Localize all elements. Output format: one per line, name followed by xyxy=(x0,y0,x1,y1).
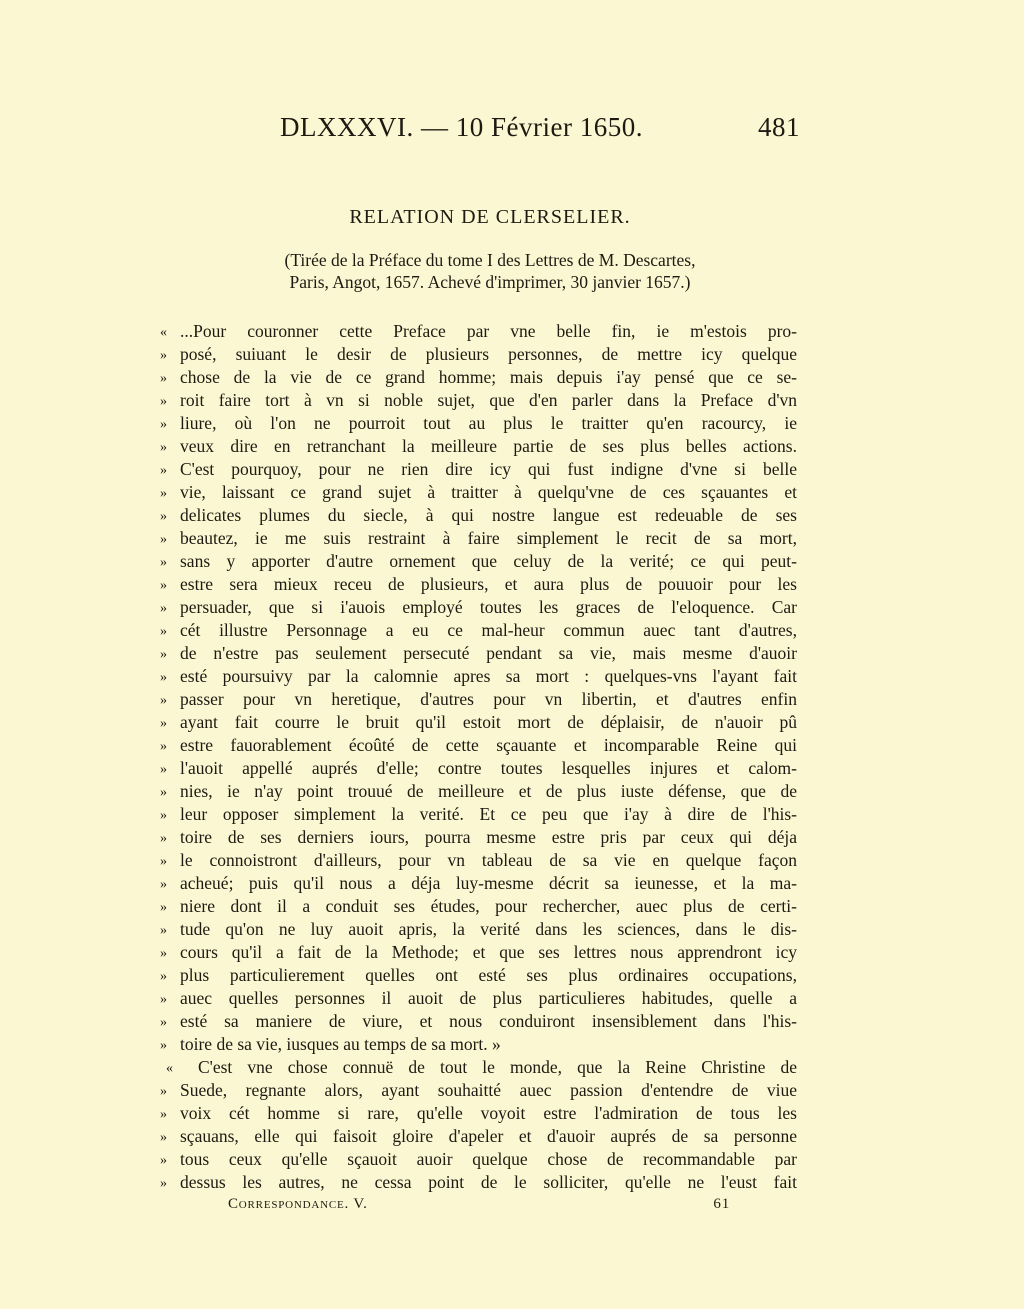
quote-mark: » xyxy=(160,992,167,1007)
quote-mark: » xyxy=(160,946,167,961)
quote-mark: » xyxy=(160,394,167,409)
quote-mark: » xyxy=(160,877,167,892)
text-line: tous ceux qu'elle sçauoit auoir quelque chose de recommandable par xyxy=(180,1149,797,1169)
quote-mark: » xyxy=(160,509,167,524)
text-line: de n'estre pas seulement persecuté pendant sa vie, mais mesme d'auoir xyxy=(180,643,797,663)
text-line: le connoistront d'ailleurs, pour vn tableau de sa vie en quelque façon xyxy=(180,850,797,870)
quote-mark: » xyxy=(160,670,167,685)
quote-mark: » xyxy=(160,808,167,823)
text-line: estre sera mieux receu de plusieurs, et aura plus de pouuoir pour les xyxy=(180,574,797,594)
quote-mark: » xyxy=(160,1015,167,1030)
quote-mark: » xyxy=(160,1130,167,1145)
text-line: niere dont il a conduit ses études, pour rechercher, auec plus de certi- xyxy=(180,896,797,916)
text-line: toire de ses derniers iours, pourra mesme estre pris par ceux qui déja xyxy=(180,827,797,847)
section-title: RELATION DE CLERSELIER. xyxy=(349,206,631,228)
text-line: plus particulierement quelles ont esté ses plus ordinaires occupations, xyxy=(180,965,797,985)
quote-mark: » xyxy=(160,1084,167,1099)
signature-mark: 61 xyxy=(713,1196,730,1212)
text-line: esté poursuivy par la calomnie apres sa mort : quelques-vns l'ayant fait xyxy=(180,666,797,686)
text-line: ayant fait courre le bruit qu'il estoit mort de déplaisir, de n'auoir pû xyxy=(180,712,797,732)
source-note-line-2: Paris, Angot, 1657. Achevé d'imprimer, 30 janvier 1657.) xyxy=(289,272,691,292)
quote-mark: » xyxy=(160,1107,167,1122)
text-line: voix cét homme si rare, qu'elle voyoit estre l'admiration de tous les xyxy=(180,1103,797,1123)
text-line: cét illustre Personnage a eu ce mal-heur commun auec tant d'autres, xyxy=(180,620,797,640)
quote-mark: » xyxy=(160,831,167,846)
text-line: l'auoit appellé auprés d'elle; contre toutes lesquelles injures et calom- xyxy=(180,758,797,778)
text-line: delicates plumes du siecle, à qui nostre langue est redeuable de ses xyxy=(180,505,797,525)
quote-mark: » xyxy=(160,739,167,754)
text-line: leur opposer simplement la verité. Et ce peu que i'ay à dire de l'his- xyxy=(180,804,797,824)
text-line: ...Pour couronner cette Preface par vne belle fin, ie m'estois pro- xyxy=(180,321,797,341)
quote-mark: » xyxy=(160,624,167,639)
quote-mark: » xyxy=(160,532,167,547)
quote-mark: » xyxy=(160,371,167,386)
text-line: dessus les autres, ne cessa point de le solliciter, qu'elle ne l'eust fait xyxy=(180,1172,797,1192)
running-header xyxy=(180,112,800,152)
text-line: C'est vne chose connuë de tout le monde, que la Reine Christine de xyxy=(198,1057,797,1077)
text-line: Suede, regnante alors, ayant souhaitté auec passion d'entendre de viue xyxy=(180,1080,797,1100)
text-line: auec quelles personnes il auoit de plus particulieres habitudes, quelle a xyxy=(180,988,797,1008)
text-line: liure, où l'on ne pourroit tout au plus le traitter qu'en racourcy, ie xyxy=(180,413,797,433)
quote-mark: » xyxy=(160,463,167,478)
text-line: C'est pourquoy, pour ne rien dire icy qui fust indigne d'vne si belle xyxy=(180,459,797,479)
text-line: cours qu'il a fait de la Methode; et que ses lettres nous apprendront icy xyxy=(180,942,797,962)
text-line: chose de la vie de ce grand homme; mais depuis i'ay pensé que ce se- xyxy=(180,367,797,387)
quote-mark: » xyxy=(160,923,167,938)
text-line: posé, suiuant le desir de plusieurs personnes, de mettre icy quelque xyxy=(180,344,797,364)
text-line: estre fauorablement écoûté de cette sçauante et incomparable Reine qui xyxy=(180,735,797,755)
text-line: nies, ie n'ay point trouué de meilleure et de plus iuste défense, que de xyxy=(180,781,797,801)
footer-volume: Correspondance. V. xyxy=(228,1196,368,1212)
quote-mark: « xyxy=(166,1061,173,1076)
text-line: persuader, que si i'auois employé toutes les graces de l'eloquence. Car xyxy=(180,597,797,617)
quote-mark: » xyxy=(160,601,167,616)
text-line: sans y apporter d'autre ornement que celuy de la verité; ce qui peut- xyxy=(180,551,797,571)
quote-mark: » xyxy=(160,486,167,501)
quote-mark: » xyxy=(160,1038,167,1053)
quote-mark: » xyxy=(160,762,167,777)
quote-mark: » xyxy=(160,578,167,593)
text-line: toire de sa vie, iusques au temps de sa mort. » xyxy=(180,1034,501,1054)
text-line: roit faire tort à vn si noble sujet, que d'en parler dans la Preface d'vn xyxy=(180,390,797,410)
quote-mark: » xyxy=(160,647,167,662)
quote-mark: » xyxy=(160,348,167,363)
text-line: sçauans, elle qui faisoit gloire d'apeler et d'auoir auprés de sa personne xyxy=(180,1126,797,1146)
quote-mark: » xyxy=(160,417,167,432)
text-line: esté sa maniere de viure, et nous conduiront insensiblement dans l'his- xyxy=(180,1011,797,1031)
quote-mark: » xyxy=(160,693,167,708)
header-title: DLXXXVI. — 10 Février 1650. xyxy=(280,112,643,142)
page-number: 481 xyxy=(758,112,800,142)
quote-mark: » xyxy=(160,785,167,800)
quote-mark: » xyxy=(160,900,167,915)
source-note xyxy=(180,249,800,293)
text-line: vie, laissant ce grand sujet à traitter à quelqu'vne de ces sçauantes et xyxy=(180,482,797,502)
quote-mark: » xyxy=(160,716,167,731)
quote-mark: » xyxy=(160,1153,167,1168)
quote-mark: » xyxy=(160,1176,167,1191)
text-line: veux dire en retranchant la meilleure partie de ses plus belles actions. xyxy=(180,436,797,456)
text-line: passer pour vn heretique, d'autres pour vn libertin, et d'autres enfin xyxy=(180,689,797,709)
quote-mark: « xyxy=(160,325,167,340)
text-line: beautez, ie me suis restraint à faire simplement le recit de sa mort, xyxy=(180,528,797,548)
quote-mark: » xyxy=(160,440,167,455)
quote-mark: » xyxy=(160,555,167,570)
quote-mark: » xyxy=(160,854,167,869)
text-line: acheué; puis qu'il nous a déja luy-mesme décrit sa ieunesse, et la ma- xyxy=(180,873,797,893)
text-line: tude qu'on ne luy auoit apris, la verité dans les sciences, dans le dis- xyxy=(180,919,797,939)
quote-mark: » xyxy=(160,969,167,984)
source-note-line-1: (Tirée de la Préface du tome I des Lettres de M. Descartes, xyxy=(284,250,696,270)
footer xyxy=(228,1196,748,1220)
